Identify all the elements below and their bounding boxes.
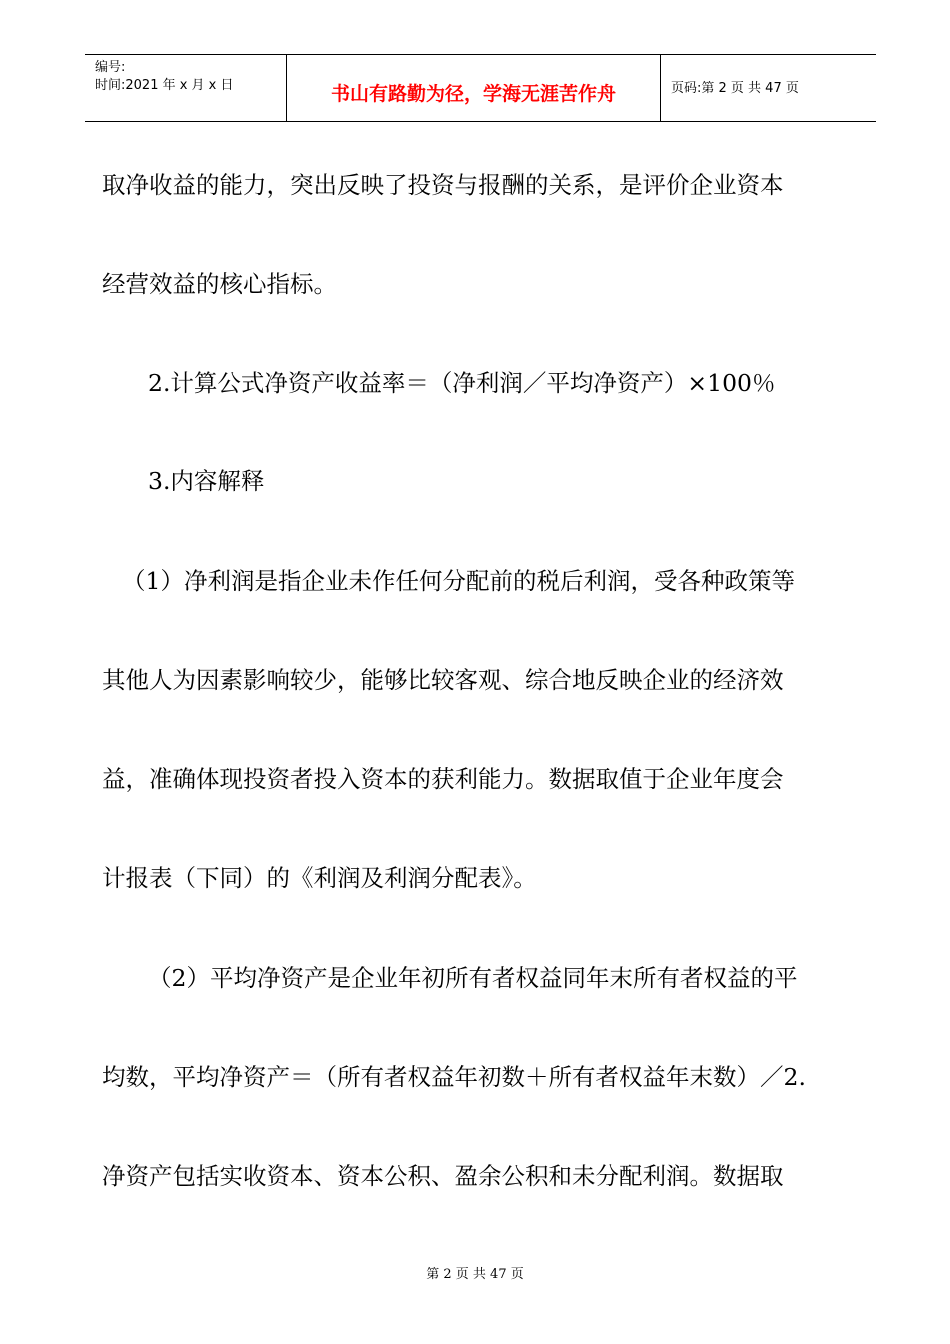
body-line-11: 净资产包括实收资本、资本公积、盈余公积和未分配利润。数据取 [102, 1162, 784, 1190]
header-page-cell [661, 55, 876, 121]
body-line-10: 均数，平均净资产＝（所有者权益年初数＋所有者权益年末数）／2. [102, 1063, 806, 1091]
document-number-label: 编号: [95, 60, 126, 75]
page-footer: 第 2 页 共 47 页 [426, 1267, 524, 1282]
body-line-1: 取净收益的能力，突出反映了投资与报酬的关系，是评价企业资本 [102, 171, 784, 199]
document-time-label: 时间:2021 年 x 月 x 日 [95, 78, 234, 93]
body-line-2: 经营效益的核心指标。 [102, 270, 337, 298]
body-line-item-2: （2）平均净资产是企业年初所有者权益同年末所有者权益的平 [148, 964, 798, 992]
header-motto-cell [287, 55, 661, 121]
header-motto: 书山有路勤为径，学海无涯苦作舟 [330, 83, 616, 105]
body-line-6: 其他人为因素影响较少，能够比较客观、综合地反映企业的经济效 [102, 666, 784, 694]
body-heading-content-explanation: 3.内容解释 [148, 467, 265, 495]
body-line-8: 计报表（下同）的《利润及利润分配表》。 [102, 864, 537, 892]
body-line-7: 益，准确体现投资者投入资本的获利能力。数据取值于企业年度会 [102, 765, 784, 793]
page-header [85, 54, 876, 122]
body-line-item-1: （1）净利润是指企业未作任何分配前的税后利润，受各种政策等 [122, 567, 795, 595]
header-page-info: 页码:第 2 页 共 47 页 [671, 81, 799, 96]
body-line-formula: 2.计算公式净资产收益率＝（净利润／平均净资产）×100％ [148, 369, 776, 397]
header-meta-cell [85, 55, 287, 121]
